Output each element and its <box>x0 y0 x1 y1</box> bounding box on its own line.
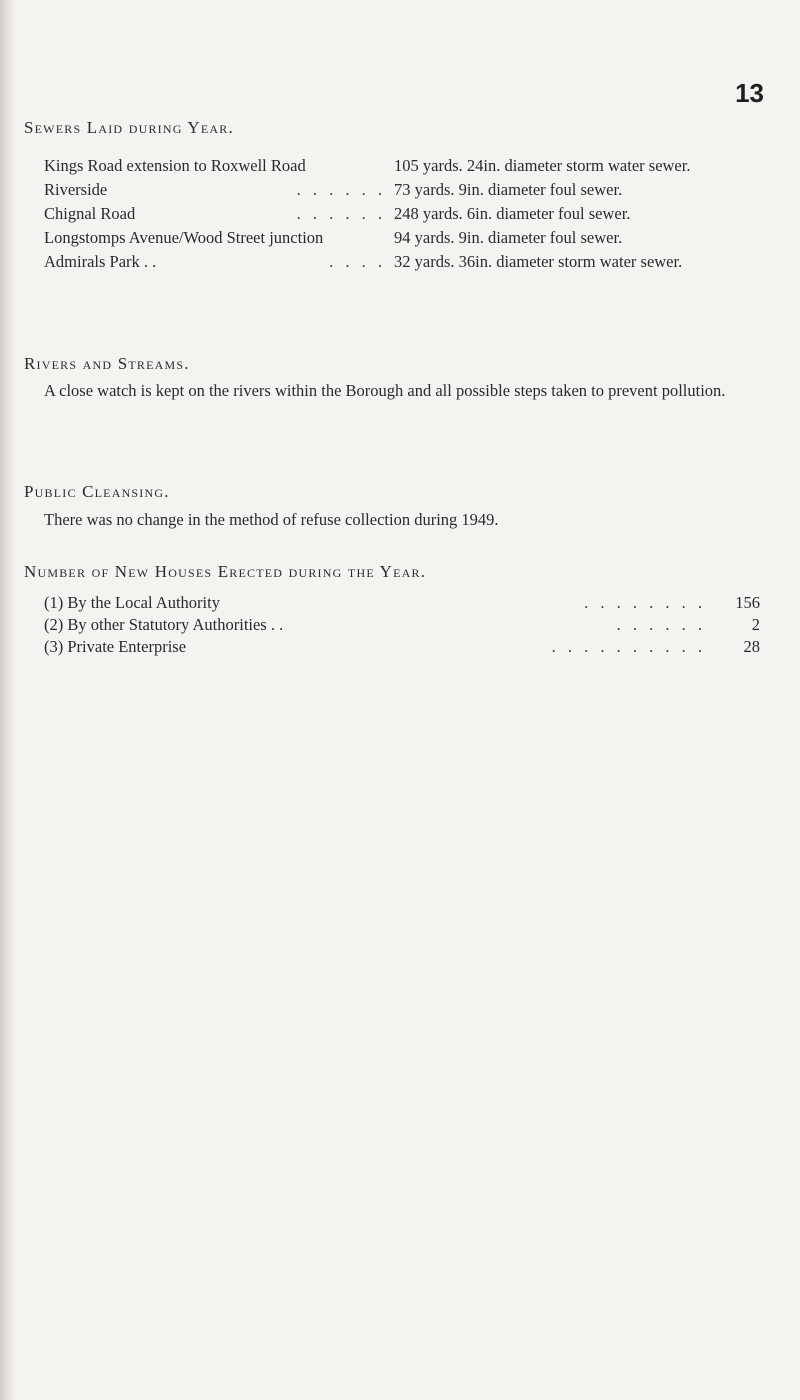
sewer-location-cell <box>44 227 394 249</box>
house-row <box>44 592 760 614</box>
sewer-row <box>44 203 774 225</box>
sewer-description: 94 yards. 9in. diameter foul sewer. <box>394 228 623 247</box>
sewer-location-cell <box>44 179 394 201</box>
sewers-table <box>44 155 774 273</box>
house-count: 28 <box>743 637 760 656</box>
houses-heading: Number of New Houses Erected during the Year. <box>24 562 427 581</box>
sewer-description: 73 yards. 9in. diameter foul sewer. <box>394 180 623 199</box>
houses-list <box>44 592 760 658</box>
house-row <box>44 614 760 636</box>
sewers-heading: Sewers Laid during Year. <box>24 118 234 137</box>
sewer-description: 105 yards. 24in. diameter storm water sewer. <box>394 156 691 175</box>
rivers-paragraph: A close watch is kept on the rivers within the Borough and all possible steps taken to prevent pollution. <box>44 381 726 400</box>
sewer-description: 248 yards. 6in. diameter foul sewer. <box>394 204 631 223</box>
page-number: 13 <box>735 78 764 108</box>
house-label: (3) Private Enterprise <box>44 637 187 656</box>
sewer-location: Longstomps Avenue/Wood Street junction <box>44 228 324 247</box>
sewer-location: Admirals Park . . <box>44 252 157 271</box>
cleansing-heading: Public Cleansing. <box>24 482 170 501</box>
house-label: (1) By the Local Authority <box>44 593 220 612</box>
sewer-row <box>44 251 774 273</box>
house-leader-dots: . . . . . . <box>616 615 706 634</box>
sewer-location-cell <box>44 203 394 225</box>
rivers-heading: Rivers and Streams. <box>24 354 190 373</box>
house-row <box>44 636 760 658</box>
sewer-leader-dots: . . . . . . <box>296 204 386 223</box>
house-label: (2) By other Statutory Authorities . . <box>44 615 284 634</box>
sewer-leader-dots: . . . . <box>329 252 386 271</box>
house-leader-dots: . . . . . . . . <box>584 593 706 612</box>
sewer-location: Kings Road extension to Roxwell Road <box>44 156 306 175</box>
sewer-leader-dots: . . . . . . <box>296 180 386 199</box>
sewer-location: Chignal Road <box>44 204 136 223</box>
page-binding-edge <box>0 0 14 1400</box>
house-leader-dots: . . . . . . . . . . <box>551 637 706 656</box>
sewer-row <box>44 179 774 201</box>
house-count: 2 <box>751 615 760 634</box>
house-count: 156 <box>735 593 760 612</box>
sewer-description: 32 yards. 36in. diameter storm water sewer. <box>394 252 683 271</box>
sewer-location: Riverside <box>44 180 108 199</box>
sewer-row <box>44 155 774 177</box>
sewer-location-cell <box>44 251 394 273</box>
sewer-row <box>44 227 774 249</box>
sewer-location-cell <box>44 155 394 177</box>
cleansing-paragraph: There was no change in the method of refuse collection during 1949. <box>44 510 499 529</box>
